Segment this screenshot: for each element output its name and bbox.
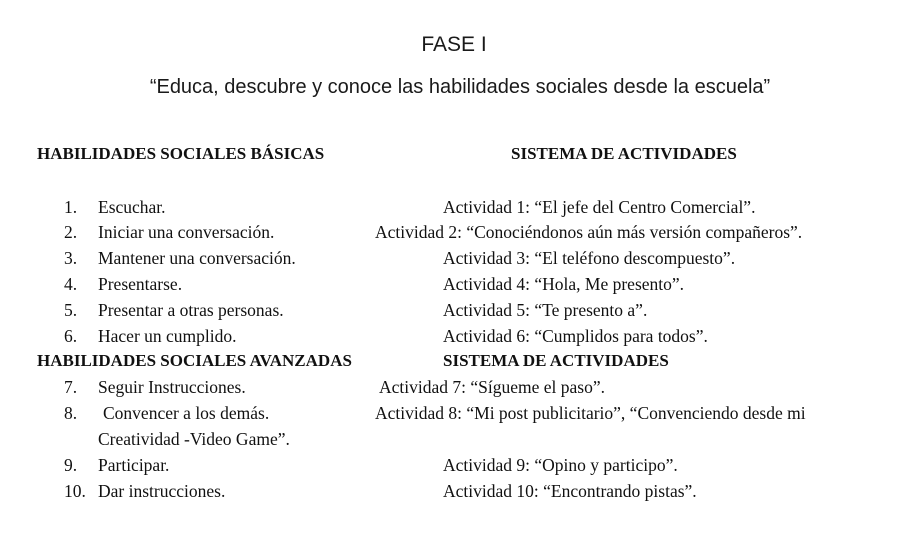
activity-item: Actividad 4: “Hola, Me presento”. (443, 274, 685, 294)
activity-item: Actividad 10: “Encontrando pistas”. (443, 481, 697, 501)
header-advanced-skills: HABILIDADES SOCIALES AVANZADAS (37, 351, 352, 370)
skill-item: Presentar a otras personas. (98, 300, 284, 320)
activity-continuation: Creatividad -Video Game”. (98, 429, 290, 449)
item-number: 8. (64, 403, 78, 423)
skill-item: Presentarse. (98, 274, 183, 294)
skill-item: Escuchar. (98, 197, 166, 217)
skill-item: Mantener una conversación. (98, 248, 296, 268)
skill-item: Dar instrucciones. (98, 481, 226, 501)
item-number: 1. (64, 197, 78, 217)
header-activities-1: SISTEMA DE ACTIVIDADES (511, 144, 737, 163)
activity-item: Actividad 7: “Sígueme el paso”. (379, 377, 605, 397)
page-title: FASE I (421, 33, 487, 56)
skill-item: Participar. (98, 455, 170, 475)
item-number: 9. (64, 455, 78, 475)
skill-item: Convencer a los demás. (103, 403, 270, 423)
skill-item: Iniciar una conversación. (98, 222, 275, 242)
activity-item: Actividad 1: “El jefe del Centro Comercial”. (443, 197, 756, 217)
header-activities-2: SISTEMA DE ACTIVIDADES (443, 351, 669, 370)
item-number: 10. (64, 481, 86, 501)
item-number: 4. (64, 274, 78, 294)
activity-item: Actividad 9: “Opino y participo”. (443, 455, 678, 475)
item-number: 2. (64, 222, 78, 242)
item-number: 5. (64, 300, 78, 320)
page-subtitle: “Educa, descubre y conoce las habilidades sociales desde la escuela” (149, 76, 771, 98)
activity-item: Actividad 5: “Te presento a”. (443, 300, 648, 320)
activity-item: Actividad 6: “Cumplidos para todos”. (443, 326, 708, 346)
item-number: 6. (64, 326, 78, 346)
activity-item: Actividad 8: “Mi post publicitario”, “Convenciendo desde mi (375, 403, 806, 423)
item-number: 3. (64, 248, 78, 268)
skill-item: Hacer un cumplido. (98, 326, 237, 346)
skill-item: Seguir Instrucciones. (98, 377, 246, 397)
header-basic-skills: HABILIDADES SOCIALES BÁSICAS (37, 144, 325, 163)
activity-item: Actividad 2: “Conociéndonos aún más versión compañeros”. (375, 222, 803, 242)
item-number: 7. (64, 377, 78, 397)
activity-item: Actividad 3: “El teléfono descompuesto”. (443, 248, 736, 268)
